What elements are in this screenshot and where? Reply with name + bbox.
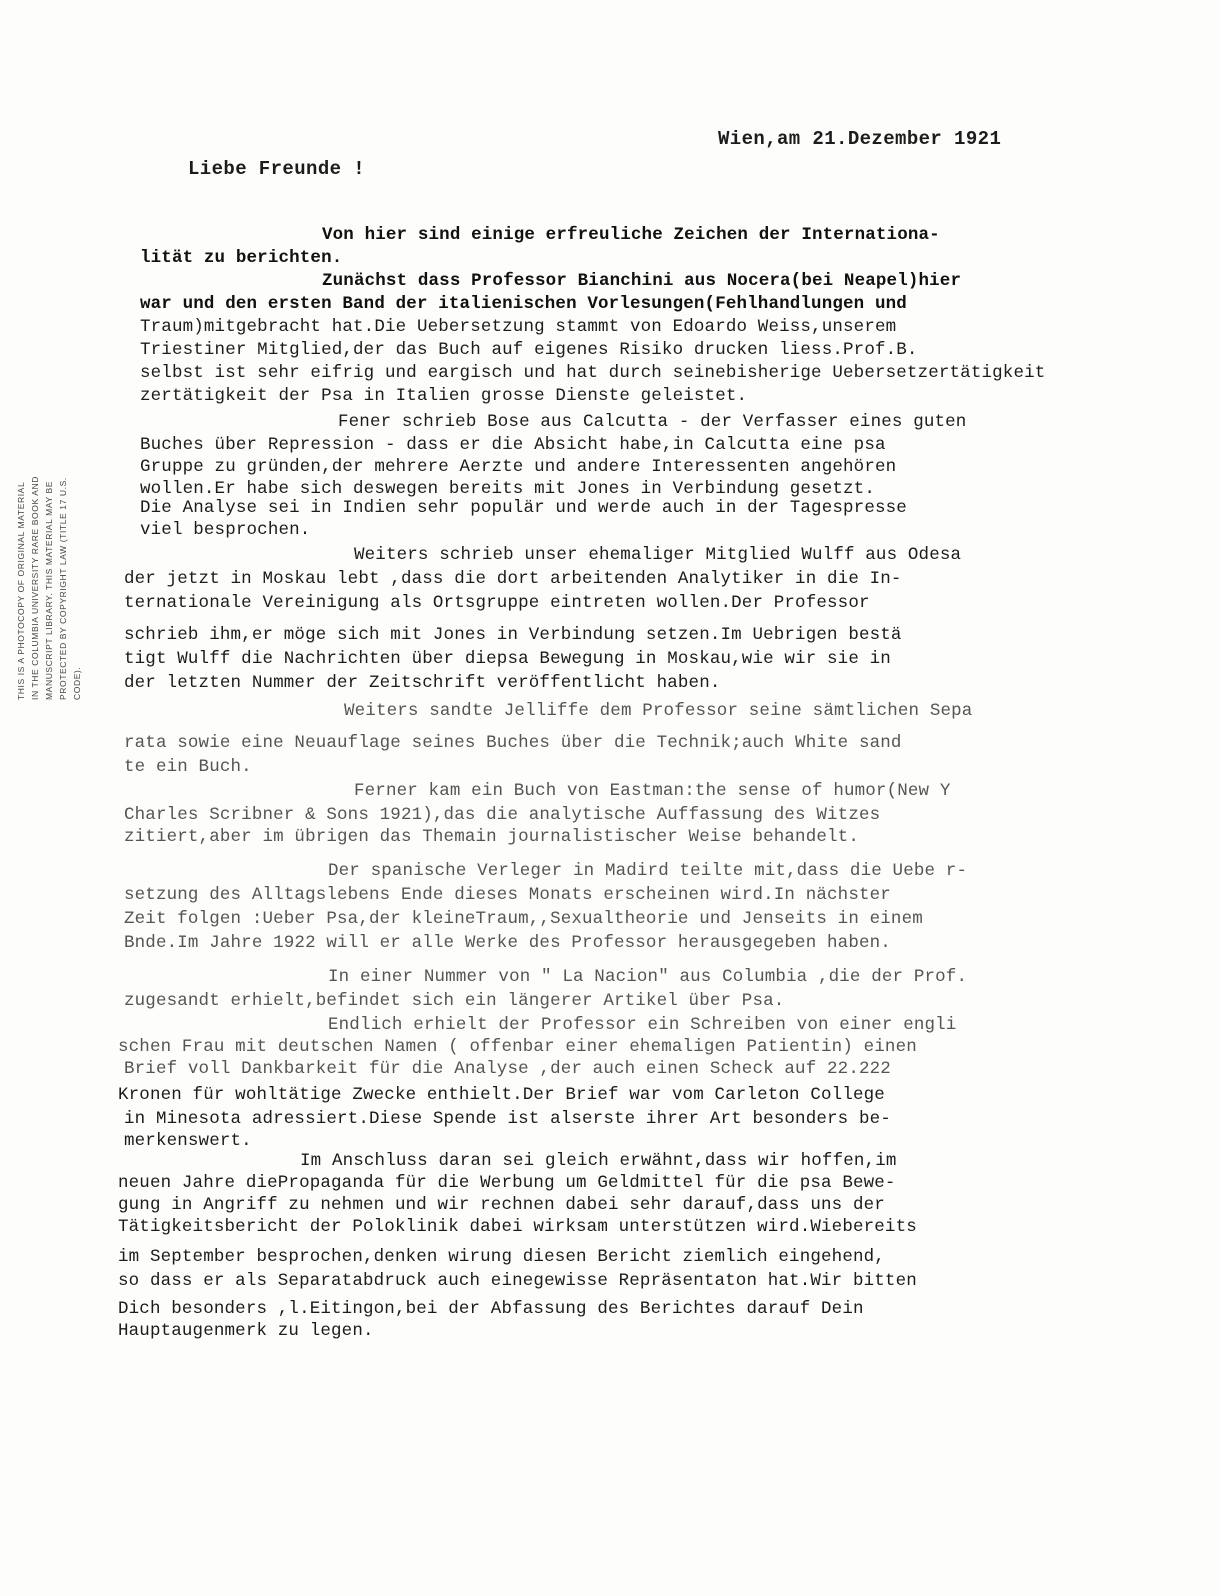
letter-line: Endlich erhielt der Professor ein Schreiben von einer engli xyxy=(328,1015,957,1035)
letter-line: In einer Nummer von " La Nacion" aus Columbia ,die der Prof. xyxy=(328,967,968,987)
letter-date: Wien,am 21.Dezember 1921 xyxy=(718,128,1002,150)
letter-line: merkenswert. xyxy=(124,1131,252,1151)
letter-line: Weiters schrieb unser ehemaliger Mitglied Wulff aus Odesa xyxy=(354,545,962,565)
letter-line: lität zu berichten. xyxy=(140,248,343,268)
letter-line: tigt Wulff die Nachrichten über diepsa Bewegung in Moskau,wie wir sie in xyxy=(124,649,891,669)
copyright-stamp xyxy=(14,340,84,700)
copyright-stamp-line: THIS IS A PHOTOCOPY OF ORIGINAL MATERIAL xyxy=(16,481,26,700)
letter-line: Von hier sind einige erfreuliche Zeichen der Internationa- xyxy=(322,225,940,245)
letter-line: wollen.Er habe sich deswegen bereits mit Jones in Verbindung gesetzt. xyxy=(140,479,875,499)
letter-line: war und den ersten Band der italienischen Vorlesungen(Fehlhandlungen und xyxy=(140,294,907,314)
letter-line: Tätigkeitsbericht der Poloklinik dabei wirksam unterstützen wird.Wiebereits xyxy=(118,1217,917,1237)
copyright-stamp-line: PROTECTED BY COPYRIGHT LAW (TITLE 17 U.S. xyxy=(58,477,68,700)
letter-line: te ein Buch. xyxy=(124,757,252,777)
letter-line: in Minesota adressiert.Diese Spende ist alserste ihrer Art besonders be- xyxy=(124,1109,891,1129)
letter-line: Traum)mitgebracht hat.Die Uebersetzung stammt von Edoardo Weiss,unserem xyxy=(140,317,897,337)
letter-line: im September besprochen,denken wirung diesen Bericht ziemlich eingehend, xyxy=(118,1247,885,1267)
copyright-stamp-line: CODE). xyxy=(72,666,82,700)
letter-line: Buches über Repression - dass er die Absicht habe,in Calcutta eine psa xyxy=(140,435,886,455)
letter-line: ternationale Vereinigung als Ortsgruppe eintreten wollen.Der Professor xyxy=(124,593,870,613)
letter-line: Charles Scribner & Sons 1921),das die analytische Auffassung des Witzes xyxy=(124,805,881,825)
letter-line: Zunächst dass Professor Bianchini aus Nocera(bei Neapel)hier xyxy=(322,271,962,291)
letter-line: Ferner kam ein Buch von Eastman:the sense of humor(New Y xyxy=(354,781,951,801)
letter-line: setzung des Alltagslebens Ende dieses Monats erscheinen wird.In nächster xyxy=(124,885,891,905)
letter-line: zitiert,aber im übrigen das Themain journalistischer Weise behandelt. xyxy=(124,827,859,847)
letter-line: Bnde.Im Jahre 1922 will er alle Werke des Professor herausgegeben haben. xyxy=(124,933,891,953)
letter-line: Triestiner Mitglied,der das Buch auf eigenes Risiko drucken liess.Prof.B. xyxy=(140,340,918,360)
letter-line: gung in Angriff zu nehmen und wir rechnen dabei sehr darauf,dass uns der xyxy=(118,1195,885,1215)
letter-line: Zeit folgen :Ueber Psa,der kleineTraum,,Sexualtheorie und Jenseits in einem xyxy=(124,909,923,929)
letter-line: zugesandt erhielt,befindet sich ein längerer Artikel über Psa. xyxy=(124,991,785,1011)
letter-line: Weiters sandte Jelliffe dem Professor seine sämtlichen Sepa xyxy=(344,701,973,721)
letter-line: schen Frau mit deutschen Namen ( offenbar einer ehemaligen Patientin) einen xyxy=(118,1037,917,1057)
letter-line: Gruppe zu gründen,der mehrere Aerzte und andere Interessenten angehören xyxy=(140,457,897,477)
letter-line: Der spanische Verleger in Madird teilte mit,dass die Uebe r- xyxy=(328,861,968,881)
letter-line: Hauptaugenmerk zu legen. xyxy=(118,1321,374,1341)
copyright-stamp-line: IN THE COLUMBIA UNIVERSITY RARE BOOK AND xyxy=(30,476,40,700)
letter-line: so dass er als Separatabdruck auch einegewisse Repräsentaton hat.Wir bitten xyxy=(118,1271,917,1291)
letter-line: neuen Jahre diePropaganda für die Werbung um Geldmittel für die psa Bewe- xyxy=(118,1173,896,1193)
letter-line: Brief voll Dankbarkeit für die Analyse ,der auch einen Scheck auf 22.222 xyxy=(124,1059,891,1079)
letter-line: der jetzt in Moskau lebt ,dass die dort arbeitenden Analytiker in die In- xyxy=(124,569,902,589)
letter-line: selbst ist sehr eifrig und eargisch und hat durch seinebisherige Uebersetzertätigkeit xyxy=(140,363,1046,383)
letter-line: zertätigkeit der Psa in Italien grosse Dienste geleistet. xyxy=(140,386,748,406)
letter-line: Die Analyse sei in Indien sehr populär und werde auch in der Tagespresse xyxy=(140,498,907,518)
letter-line: schrieb ihm,er möge sich mit Jones in Verbindung setzen.Im Uebrigen bestä xyxy=(124,625,902,645)
letter-line: Fener schrieb Bose aus Calcutta - der Verfasser eines guten xyxy=(338,412,967,432)
letter-line: Im Anschluss daran sei gleich erwähnt,dass wir hoffen,im xyxy=(300,1151,897,1171)
letter-line: viel besprochen. xyxy=(140,520,311,540)
letter-line: rata sowie eine Neuauflage seines Buches über die Technik;auch White sand xyxy=(124,733,902,753)
letter-line: Kronen für wohltätige Zwecke enthielt.Der Brief war vom Carleton College xyxy=(118,1085,885,1105)
letter-line: Dich besonders ,l.Eitingon,bei der Abfassung des Berichtes darauf Dein xyxy=(118,1299,864,1319)
copyright-stamp-line: MANUSCRIPT LIBRARY. THIS MATERIAL MAY BE xyxy=(44,480,54,700)
letter-line: der letzten Nummer der Zeitschrift veröffentlicht haben. xyxy=(124,673,721,693)
salutation: Liebe Freunde ! xyxy=(188,158,366,180)
